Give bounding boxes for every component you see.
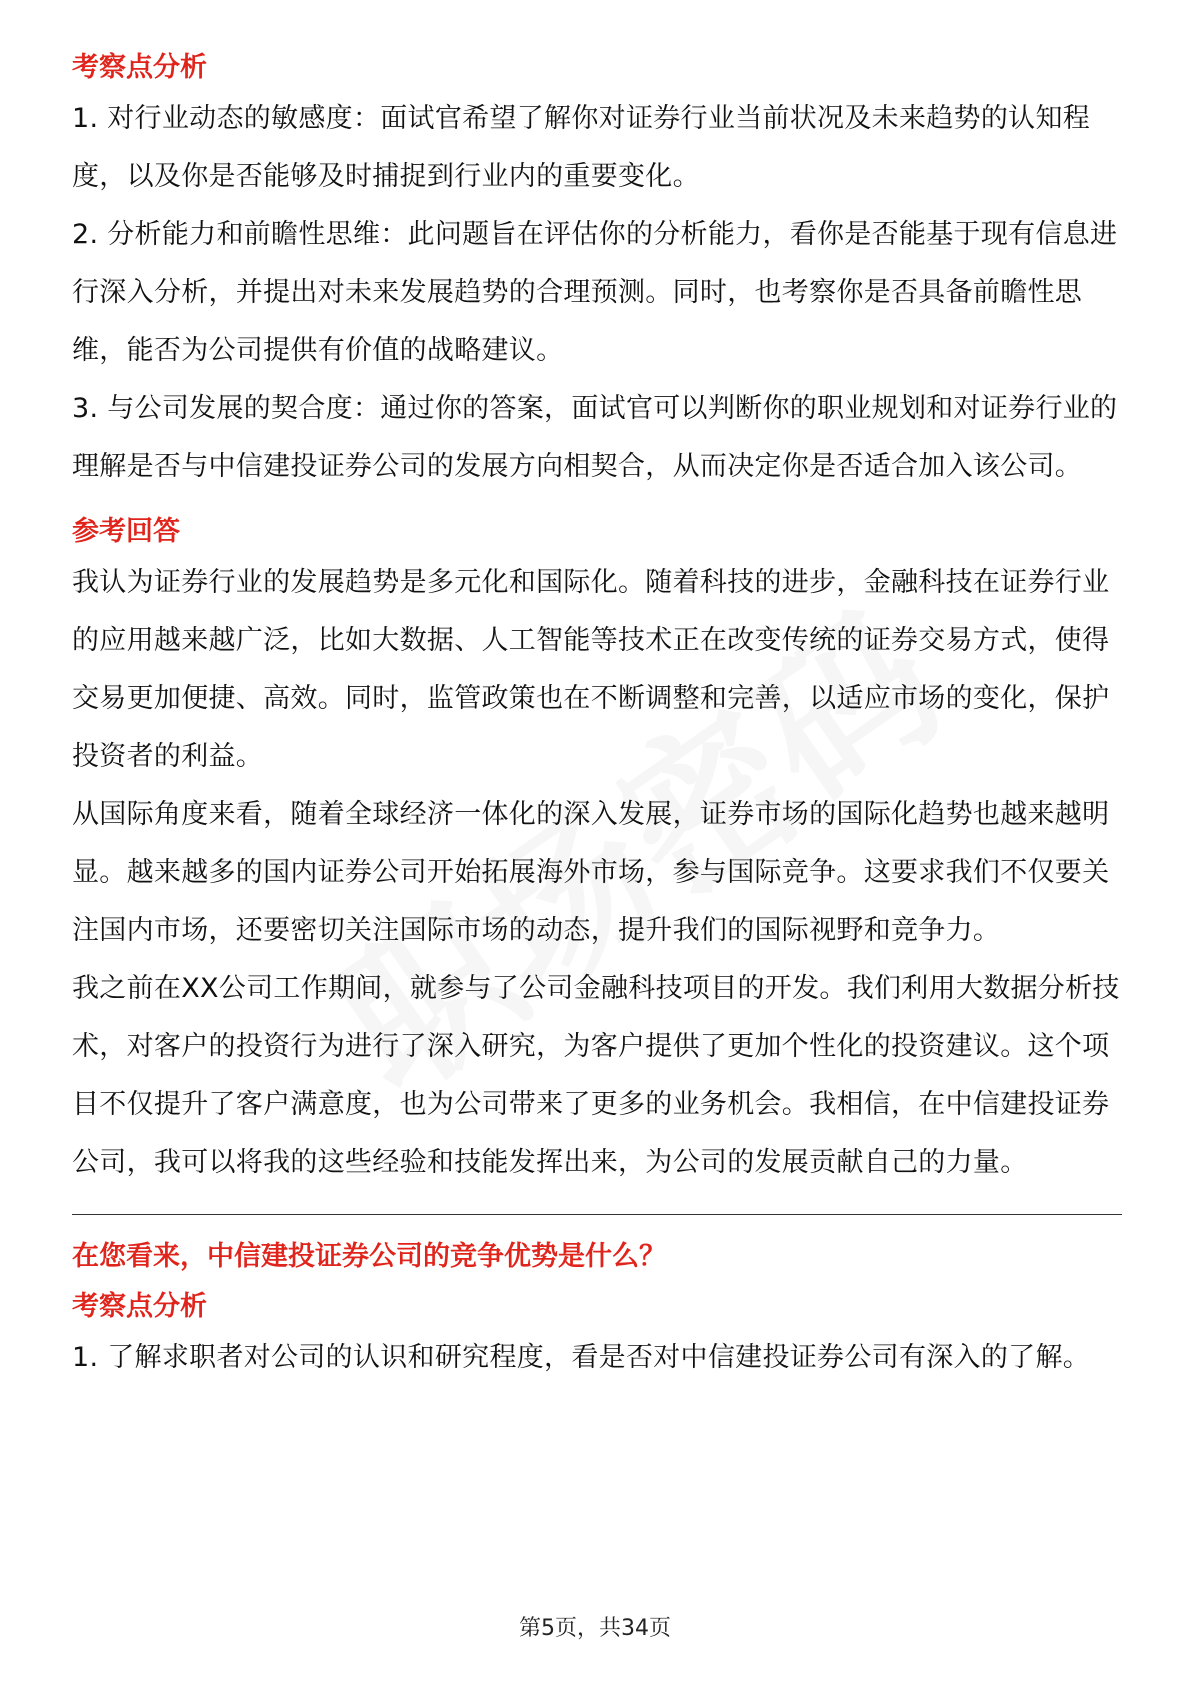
section-heading-reference-answer: 参考回答 (72, 516, 180, 547)
page-number: 第5页，共34页 (519, 1616, 671, 1641)
answer-paragraph-2: 从国际角度来看，随着全球经济一体化的深入发展，证券市场的国际化趋势也越来越明显。越来越多的国内证券公司开始拓展海外市场，参与国际竞争。这要求我们不仅要关注国内市场，还要密切关注国际市场的动态，提升我们的国际视野和竞争力。 (72, 799, 1110, 946)
document-page (72, 46, 1122, 1387)
section-heading-analysis-2: 考察点分析 (72, 1291, 207, 1322)
spacer (72, 496, 1122, 510)
analysis-item-2: 2. 分析能力和前瞻性思维：此问题旨在评估你的分析能力，看你是否能基于现有信息进行深入分析，并提出对未来发展趋势的合理预测。同时，也考察你是否具备前瞻性思维，能否为公司提供有价值的战略建议。 (72, 219, 1118, 366)
section-divider (72, 1214, 1122, 1215)
answer-paragraph-3: 我之前在XX公司工作期间，就参与了公司金融科技项目的开发。我们利用大数据分析技术，对客户的投资行为进行了深入研究，为客户提供了更加个性化的投资建议。这个项目不仅提升了客户满意度，也为公司带来了更多的业务机会。我相信，在中信建投证券公司，我可以将我的这些经验和技能发挥出来，为公司的发展贡献自己的力量。 (72, 973, 1120, 1178)
analysis2-item-1: 1. 了解求职者对公司的认识和研究程度，看是否对中信建投证券公司有深入的了解。 (72, 1342, 1091, 1373)
section-heading-analysis: 考察点分析 (72, 52, 207, 83)
analysis-item-1: 1. 对行业动态的敏感度：面试官希望了解你对证券行业当前状况及未来趋势的认知程度，以及你是否能够及时捕捉到行业内的重要变化。 (72, 103, 1091, 192)
answer-paragraph-1: 我认为证券行业的发展趋势是多元化和国际化。随着科技的进步，金融科技在证券行业的应用越来越广泛，比如大数据、人工智能等技术正在改变传统的证券交易方式，使得交易更加便捷、高效。同时，监管政策也在不断调整和完善，以适应市场的变化，保护投资者的利益。 (72, 567, 1110, 772)
question-title: 在您看来，中信建投证券公司的竞争优势是什么？ (72, 1241, 666, 1272)
analysis-item-3: 3. 与公司发展的契合度：通过你的答案，面试官可以判断你的职业规划和对证券行业的理解是否与中信建投证券公司的发展方向相契合，从而决定你是否适合加入该公司。 (72, 393, 1118, 482)
